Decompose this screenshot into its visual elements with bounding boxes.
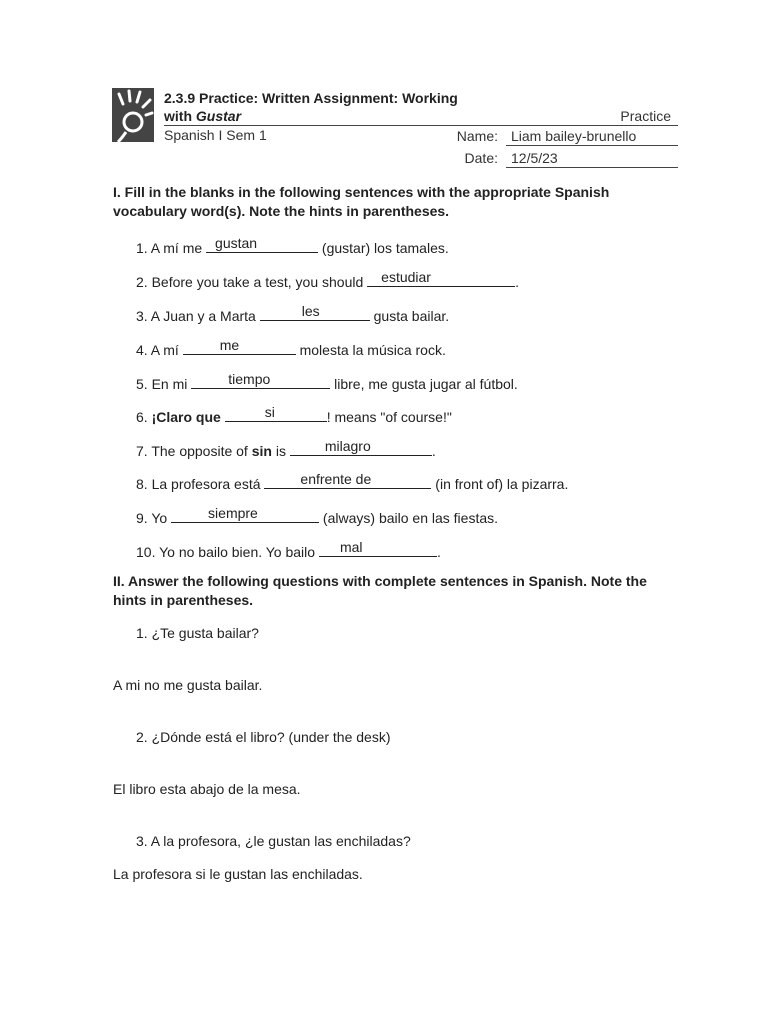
title-gustar-text: Gustar [195, 108, 242, 124]
answer-1: A mi no me gusta bailar. [113, 677, 263, 693]
list-item: 3. A Juan y a Marta les gusta bailar. [136, 303, 450, 324]
name-label: Name: [456, 128, 498, 144]
answer-blank: siempre [171, 506, 319, 523]
section-2-heading-line-1: II. Answer the following questions with complete sentences in Spanish. Note the [113, 573, 647, 589]
title-line-2 [164, 107, 494, 125]
date-label: Date: [464, 150, 498, 166]
answer-blank: les [260, 304, 370, 321]
question-3: 3. A la profesora, ¿le gustan las enchiladas? [136, 833, 411, 849]
question-2: 2. ¿Dónde está el libro? (under the desk) [136, 729, 391, 745]
question-1: 1. ¿Te gusta bailar? [136, 625, 259, 641]
list-item: 8. La profesora está enfrente de (in front of) la pizarra. [136, 471, 569, 492]
header-divider [164, 125, 678, 126]
answer-blank: si [225, 405, 327, 422]
answer-blank: mal [319, 540, 437, 557]
answer-blank: milagro [290, 439, 432, 456]
list-item: 10. Yo no bailo bien. Yo bailo mal . [136, 539, 441, 560]
section-1-heading [113, 183, 673, 221]
answer-blank: estudiar [367, 270, 515, 287]
assignment-title [164, 89, 494, 125]
list-item: 7. The opposite of sin is milagro . [136, 438, 436, 459]
section-2-heading-line-2: hints in parentheses. [113, 592, 254, 608]
list-item: 1. A mí me gustan (gustar) los tamales. [136, 235, 449, 256]
list-item: 6. ¡Claro que si ! means "of course!" [136, 404, 452, 425]
answer-blank: gustan [206, 236, 318, 253]
list-item: 2. Before you take a test, you should estudiar . [136, 269, 520, 290]
answer-blank: me [183, 338, 296, 355]
school-logo [112, 88, 154, 142]
list-item: 9. Yo siempre (always) bailo en las fiestas. [136, 505, 499, 526]
section-1-heading-line-2: vocabulary word(s). Note the hints in parentheses. [113, 203, 450, 219]
name-field: Liam bailey-brunello [506, 128, 678, 146]
section-1-heading-line-1: I. Fill in the blanks in the following sentences with the appropriate Spanish [113, 184, 610, 200]
answer-2: El libro esta abajo de la mesa. [113, 781, 301, 797]
title-line-1: 2.3.9 Practice: Written Assignment: Working [164, 90, 458, 106]
answer-3: La profesora si le gustan las enchiladas. [113, 866, 363, 882]
answer-blank: tiempo [191, 372, 330, 389]
answer-blank: enfrente de [264, 472, 431, 489]
title-with-text: with [164, 108, 196, 124]
course-name: Spanish I Sem 1 [164, 127, 267, 143]
section-2-heading [113, 572, 673, 610]
list-item: 5. En mi tiempo libre, me gusta jugar al fútbol. [136, 371, 518, 392]
date-field: 12/5/23 [506, 150, 678, 168]
assignment-type: Practice [620, 108, 671, 124]
list-item: 4. A mí me molesta la música rock. [136, 337, 446, 358]
